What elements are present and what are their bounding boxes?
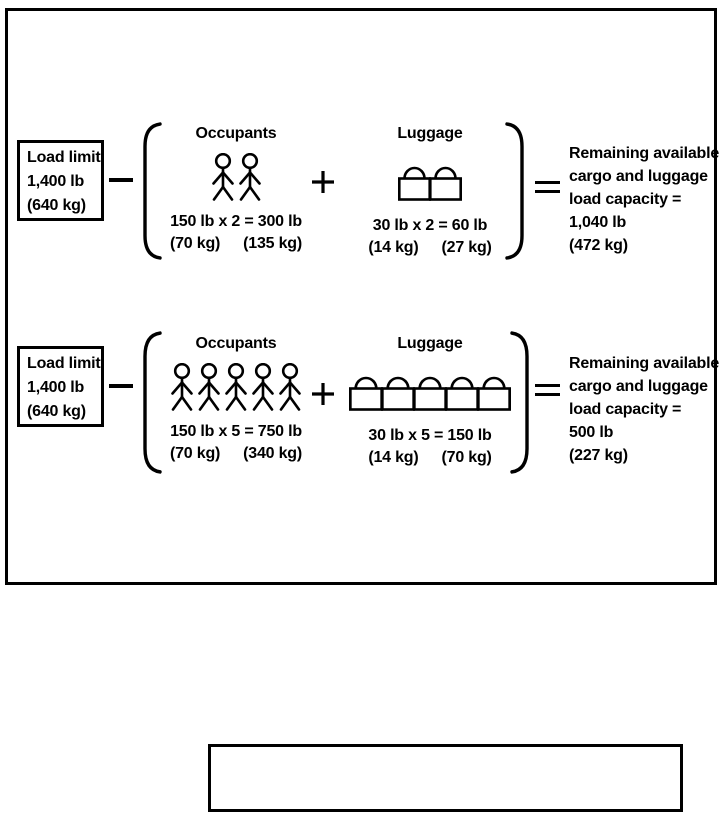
occupants-metrics [170, 235, 302, 253]
luggage-group [348, 335, 512, 467]
person-icon [237, 153, 263, 201]
load-limit-box [17, 140, 104, 221]
occupants-formula: 150 lb x 5 = 750 lb [170, 423, 302, 440]
result-text [569, 142, 719, 257]
close-bracket-icon [505, 122, 527, 260]
open-bracket-icon [140, 122, 162, 260]
suitcase-icon [429, 166, 462, 201]
result-line: load capacity = [569, 191, 682, 208]
luggage-formula: 30 lb x 2 = 60 lb [372, 217, 488, 234]
close-bracket-icon [510, 331, 532, 474]
luggage-title: Luggage [397, 125, 463, 142]
result-line: load capacity = [569, 401, 682, 418]
result-line: Remaining available [569, 145, 720, 162]
luggage-formula: 30 lb x 5 = 150 lb [368, 427, 492, 444]
result-line: cargo and luggage [569, 168, 708, 185]
luggage-metrics [368, 239, 491, 257]
figure-frame [5, 8, 720, 585]
result-line: cargo and luggage [569, 378, 708, 395]
luggage-title: Luggage [397, 335, 463, 352]
load-limit-title: Load limit [27, 149, 101, 166]
occupants-title: Occupants [195, 335, 277, 352]
luggage-icons [349, 363, 511, 415]
luggage-unit-kg: (14 kg) [368, 239, 419, 256]
load-limit-pounds: 1,400 lb [27, 379, 85, 396]
load-limit-title: Load limit [27, 355, 101, 372]
suitcase-icon [381, 376, 415, 411]
person-icon [223, 363, 249, 411]
luggage-group [358, 125, 502, 257]
minus-icon [109, 384, 133, 388]
luggage-unit-kg: (14 kg) [368, 449, 419, 466]
occupants-unit-kg: (70 kg) [169, 235, 221, 252]
occupants-group [158, 335, 314, 463]
person-icon [277, 363, 303, 411]
minus-icon [109, 178, 133, 182]
load-limit-kg: (640 kg) [27, 403, 86, 420]
person-icon [196, 363, 222, 411]
result-text [569, 352, 719, 467]
equals-icon [535, 384, 560, 396]
result-line: (472 kg) [569, 237, 628, 254]
suitcase-icon [445, 376, 479, 411]
load-limit-pounds: 1,400 lb [27, 173, 85, 190]
occupants-total-kg: (135 kg) [243, 235, 303, 252]
equals-icon [535, 181, 560, 193]
empty-note-box [208, 744, 683, 812]
occupant-icons [210, 153, 263, 201]
result-line: (227 kg) [569, 447, 628, 464]
luggage-total-kg: (70 kg) [441, 449, 492, 466]
occupants-formula: 150 lb x 2 = 300 lb [170, 213, 302, 230]
occupants-unit-kg: (70 kg) [169, 445, 221, 462]
plus-icon [311, 382, 335, 406]
load-limit-box [17, 346, 104, 427]
luggage-metrics [368, 449, 491, 467]
occupants-metrics [170, 445, 302, 463]
suitcase-icon [349, 376, 383, 411]
person-icon [210, 153, 236, 201]
occupants-total-kg: (340 kg) [243, 445, 303, 462]
result-line: 1,040 lb [569, 214, 627, 231]
person-icon [250, 363, 276, 411]
suitcase-icon [477, 376, 511, 411]
suitcase-icon [413, 376, 447, 411]
suitcase-icon [398, 166, 431, 201]
result-line: 500 lb [569, 424, 614, 441]
load-limit-kg: (640 kg) [27, 197, 86, 214]
luggage-icons [398, 153, 462, 205]
plus-icon [311, 170, 335, 194]
person-icon [169, 363, 195, 411]
occupants-title: Occupants [195, 125, 277, 142]
occupant-icons [169, 363, 303, 411]
luggage-total-kg: (27 kg) [441, 239, 492, 256]
result-line: Remaining available [569, 355, 720, 372]
occupants-group [161, 125, 311, 253]
